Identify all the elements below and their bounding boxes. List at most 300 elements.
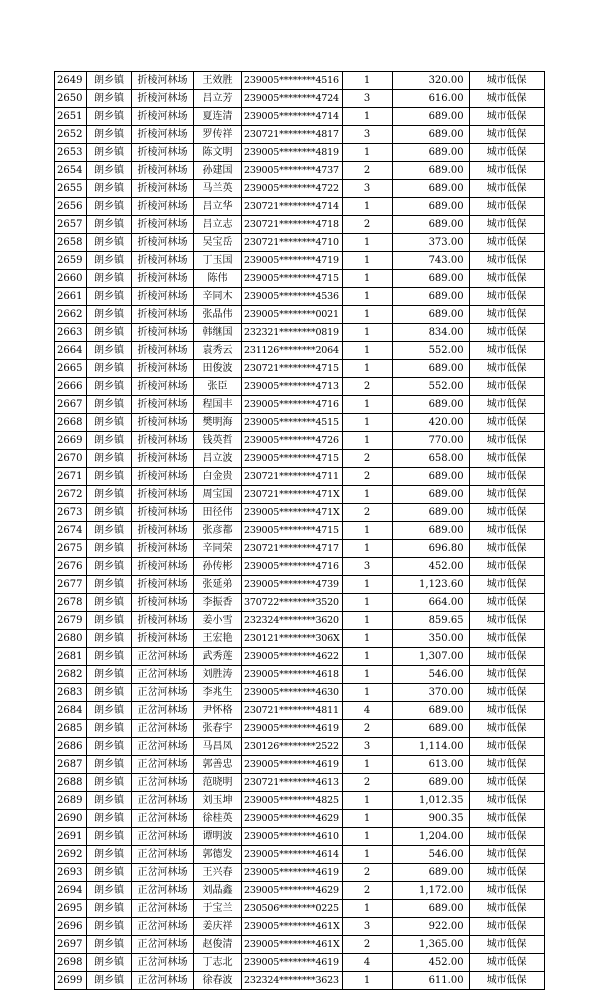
town-cell: 朗乡镇 [87, 198, 132, 216]
town-cell: 朗乡镇 [87, 738, 132, 756]
household-size: 1 [342, 576, 392, 594]
forest-farm-cell: 折棱河林场 [132, 108, 194, 126]
town-cell: 朗乡镇 [87, 828, 132, 846]
id-number: 230121********306X [242, 630, 343, 648]
household-size: 1 [342, 72, 392, 90]
benefit-amount: 689.00 [392, 720, 469, 738]
town-cell: 朗乡镇 [87, 306, 132, 324]
table-body [55, 72, 545, 990]
household-size: 1 [342, 144, 392, 162]
record-number: 2653 [55, 144, 87, 162]
town-cell: 朗乡镇 [87, 126, 132, 144]
benefit-amount: 1,172.00 [392, 882, 469, 900]
benefit-amount: 546.00 [392, 846, 469, 864]
table-row [55, 90, 545, 108]
household-size: 1 [342, 252, 392, 270]
benefit-type: 城市低保 [469, 702, 544, 720]
benefit-type: 城市低保 [469, 90, 544, 108]
recipient-name: 刘晶鑫 [194, 882, 242, 900]
id-number: 239005********4629 [242, 810, 343, 828]
benefit-amount: 743.00 [392, 252, 469, 270]
table-row [55, 918, 545, 936]
household-size: 1 [342, 756, 392, 774]
table-row [55, 612, 545, 630]
household-size: 3 [342, 558, 392, 576]
benefit-type: 城市低保 [469, 774, 544, 792]
benefit-amount: 452.00 [392, 954, 469, 972]
household-size: 1 [342, 198, 392, 216]
record-number: 2655 [55, 180, 87, 198]
town-cell: 朗乡镇 [87, 216, 132, 234]
table-row [55, 720, 545, 738]
id-number: 239005********4715 [242, 450, 343, 468]
forest-farm-cell: 正岔河林场 [132, 864, 194, 882]
benefit-type: 城市低保 [469, 216, 544, 234]
benefit-type: 城市低保 [469, 558, 544, 576]
benefit-type: 城市低保 [469, 630, 544, 648]
id-number: 239005********461X [242, 918, 343, 936]
table-row [55, 900, 545, 918]
id-number: 239005********0021 [242, 306, 343, 324]
record-number: 2674 [55, 522, 87, 540]
town-cell: 朗乡镇 [87, 396, 132, 414]
record-number: 2697 [55, 936, 87, 954]
benefit-type: 城市低保 [469, 252, 544, 270]
recipient-name: 王宏艳 [194, 630, 242, 648]
household-size: 3 [342, 738, 392, 756]
record-number: 2662 [55, 306, 87, 324]
forest-farm-cell: 正岔河林场 [132, 828, 194, 846]
household-size: 1 [342, 486, 392, 504]
household-size: 1 [342, 630, 392, 648]
table-row [55, 558, 545, 576]
household-size: 1 [342, 540, 392, 558]
recipient-name: 钱英哲 [194, 432, 242, 450]
benefit-amount: 689.00 [392, 486, 469, 504]
record-number: 2665 [55, 360, 87, 378]
table-row [55, 468, 545, 486]
forest-farm-cell: 正岔河林场 [132, 774, 194, 792]
id-number: 239005********4515 [242, 414, 343, 432]
id-number: 239005********4722 [242, 180, 343, 198]
benefit-type: 城市低保 [469, 882, 544, 900]
id-number: 239005********4819 [242, 144, 343, 162]
benefit-amount: 452.00 [392, 558, 469, 576]
benefit-amount: 420.00 [392, 414, 469, 432]
benefit-amount: 664.00 [392, 594, 469, 612]
forest-farm-cell: 折棱河林场 [132, 594, 194, 612]
benefit-type: 城市低保 [469, 684, 544, 702]
benefit-amount: 616.00 [392, 90, 469, 108]
forest-farm-cell: 正岔河林场 [132, 936, 194, 954]
recipient-name: 白金贵 [194, 468, 242, 486]
benefit-type: 城市低保 [469, 306, 544, 324]
id-number: 239005********461X [242, 936, 343, 954]
household-size: 1 [342, 846, 392, 864]
forest-farm-cell: 折棱河林场 [132, 90, 194, 108]
benefit-type: 城市低保 [469, 648, 544, 666]
forest-farm-cell: 折棱河林场 [132, 126, 194, 144]
forest-farm-cell: 正岔河林场 [132, 954, 194, 972]
table-row [55, 396, 545, 414]
benefit-amount: 922.00 [392, 918, 469, 936]
id-number: 239005********4724 [242, 90, 343, 108]
forest-farm-cell: 折棱河林场 [132, 504, 194, 522]
recipient-name: 刘玉坤 [194, 792, 242, 810]
benefit-amount: 689.00 [392, 126, 469, 144]
forest-farm-cell: 正岔河林场 [132, 900, 194, 918]
table-row [55, 252, 545, 270]
recipient-name: 陈伟 [194, 270, 242, 288]
record-number: 2651 [55, 108, 87, 126]
table-row [55, 270, 545, 288]
benefit-type: 城市低保 [469, 162, 544, 180]
record-number: 2671 [55, 468, 87, 486]
forest-farm-cell: 折棱河林场 [132, 216, 194, 234]
table-row [55, 828, 545, 846]
record-number: 2678 [55, 594, 87, 612]
town-cell: 朗乡镇 [87, 504, 132, 522]
household-size: 4 [342, 702, 392, 720]
id-number: 230721********471X [242, 486, 343, 504]
household-size: 2 [342, 162, 392, 180]
record-number: 2667 [55, 396, 87, 414]
benefit-amount: 1,114.00 [392, 738, 469, 756]
town-cell: 朗乡镇 [87, 90, 132, 108]
recipient-name: 袁秀云 [194, 342, 242, 360]
household-size: 2 [342, 468, 392, 486]
recipient-name: 马兰英 [194, 180, 242, 198]
forest-farm-cell: 折棱河林场 [132, 468, 194, 486]
recipient-name: 尹怀格 [194, 702, 242, 720]
table-row [55, 288, 545, 306]
benefit-amount: 370.00 [392, 684, 469, 702]
benefit-amount: 834.00 [392, 324, 469, 342]
household-size: 2 [342, 378, 392, 396]
record-number: 2659 [55, 252, 87, 270]
table-row [55, 324, 545, 342]
benefit-type: 城市低保 [469, 108, 544, 126]
recipient-name: 吕立波 [194, 450, 242, 468]
forest-farm-cell: 折棱河林场 [132, 252, 194, 270]
recipient-name: 张彦都 [194, 522, 242, 540]
benefit-type: 城市低保 [469, 144, 544, 162]
table-row [55, 216, 545, 234]
record-number: 2695 [55, 900, 87, 918]
recipient-name: 张晶伟 [194, 306, 242, 324]
recipient-name: 武秀莲 [194, 648, 242, 666]
id-number: 239005********4619 [242, 756, 343, 774]
id-number: 239005********4619 [242, 954, 343, 972]
table-row [55, 522, 545, 540]
benefit-type: 城市低保 [469, 198, 544, 216]
recipient-name: 徐春波 [194, 972, 242, 990]
town-cell: 朗乡镇 [87, 954, 132, 972]
benefit-type: 城市低保 [469, 324, 544, 342]
benefit-amount: 770.00 [392, 432, 469, 450]
recipient-name: 辛同木 [194, 288, 242, 306]
table-row [55, 234, 545, 252]
recipient-name: 姜庆祥 [194, 918, 242, 936]
id-number: 239005********4610 [242, 828, 343, 846]
table-row [55, 378, 545, 396]
benefit-amount: 689.00 [392, 144, 469, 162]
table-row [55, 162, 545, 180]
town-cell: 朗乡镇 [87, 378, 132, 396]
id-number: 230721********4811 [242, 702, 343, 720]
benefit-type: 城市低保 [469, 72, 544, 90]
id-number: 239005********4629 [242, 882, 343, 900]
benefit-type: 城市低保 [469, 720, 544, 738]
forest-farm-cell: 折棱河林场 [132, 432, 194, 450]
household-size: 1 [342, 396, 392, 414]
benefit-type: 城市低保 [469, 756, 544, 774]
benefit-amount: 689.00 [392, 522, 469, 540]
town-cell: 朗乡镇 [87, 180, 132, 198]
table-row [55, 504, 545, 522]
household-size: 1 [342, 324, 392, 342]
table-row [55, 108, 545, 126]
benefit-amount: 611.00 [392, 972, 469, 990]
id-number: 239005********4516 [242, 72, 343, 90]
id-number: 230721********4717 [242, 540, 343, 558]
table-row [55, 306, 545, 324]
record-number: 2692 [55, 846, 87, 864]
recipient-name: 吕立华 [194, 198, 242, 216]
table-row [55, 702, 545, 720]
id-number: 239005********4715 [242, 522, 343, 540]
benefit-amount: 546.00 [392, 666, 469, 684]
recipient-name: 丁志北 [194, 954, 242, 972]
household-size: 1 [342, 792, 392, 810]
recipient-name: 吕立志 [194, 216, 242, 234]
record-number: 2677 [55, 576, 87, 594]
record-number: 2685 [55, 720, 87, 738]
id-number: 239005********4825 [242, 792, 343, 810]
benefit-amount: 373.00 [392, 234, 469, 252]
record-number: 2673 [55, 504, 87, 522]
household-size: 1 [342, 900, 392, 918]
table-row [55, 180, 545, 198]
id-number: 370722********3520 [242, 594, 343, 612]
relief-roster-table [54, 71, 545, 990]
town-cell: 朗乡镇 [87, 432, 132, 450]
town-cell: 朗乡镇 [87, 414, 132, 432]
town-cell: 朗乡镇 [87, 648, 132, 666]
town-cell: 朗乡镇 [87, 756, 132, 774]
table-row [55, 864, 545, 882]
record-number: 2675 [55, 540, 87, 558]
forest-farm-cell: 正岔河林场 [132, 810, 194, 828]
household-size: 2 [342, 504, 392, 522]
forest-farm-cell: 正岔河林场 [132, 882, 194, 900]
household-size: 1 [342, 234, 392, 252]
household-size: 2 [342, 774, 392, 792]
forest-farm-cell: 折棱河林场 [132, 522, 194, 540]
id-number: 239005********4619 [242, 864, 343, 882]
record-number: 2696 [55, 918, 87, 936]
recipient-name: 张延弟 [194, 576, 242, 594]
household-size: 1 [342, 288, 392, 306]
forest-farm-cell: 正岔河林场 [132, 720, 194, 738]
record-number: 2691 [55, 828, 87, 846]
benefit-amount: 613.00 [392, 756, 469, 774]
record-number: 2686 [55, 738, 87, 756]
town-cell: 朗乡镇 [87, 540, 132, 558]
benefit-amount: 689.00 [392, 468, 469, 486]
table-row [55, 630, 545, 648]
id-number: 239005********4715 [242, 270, 343, 288]
id-number: 230721********4715 [242, 360, 343, 378]
benefit-amount: 859.65 [392, 612, 469, 630]
table-row [55, 936, 545, 954]
recipient-name: 吕立芳 [194, 90, 242, 108]
id-number: 239005********4716 [242, 396, 343, 414]
table-row [55, 144, 545, 162]
benefit-type: 城市低保 [469, 270, 544, 288]
record-number: 2660 [55, 270, 87, 288]
benefit-type: 城市低保 [469, 378, 544, 396]
table-row [55, 576, 545, 594]
record-number: 2680 [55, 630, 87, 648]
id-number: 232324********3620 [242, 612, 343, 630]
benefit-amount: 689.00 [392, 162, 469, 180]
forest-farm-cell: 折棱河林场 [132, 342, 194, 360]
recipient-name: 郭善忠 [194, 756, 242, 774]
town-cell: 朗乡镇 [87, 810, 132, 828]
forest-farm-cell: 折棱河林场 [132, 378, 194, 396]
recipient-name: 罗传祥 [194, 126, 242, 144]
id-number: 239005********4739 [242, 576, 343, 594]
recipient-name: 马昌凤 [194, 738, 242, 756]
forest-farm-cell: 折棱河林场 [132, 270, 194, 288]
record-number: 2688 [55, 774, 87, 792]
recipient-name: 田径伟 [194, 504, 242, 522]
town-cell: 朗乡镇 [87, 486, 132, 504]
table-row [55, 972, 545, 990]
town-cell: 朗乡镇 [87, 684, 132, 702]
record-number: 2668 [55, 414, 87, 432]
benefit-type: 城市低保 [469, 576, 544, 594]
benefit-type: 城市低保 [469, 522, 544, 540]
id-number: 230721********4714 [242, 198, 343, 216]
id-number: 239005********4536 [242, 288, 343, 306]
record-number: 2676 [55, 558, 87, 576]
benefit-type: 城市低保 [469, 666, 544, 684]
record-number: 2699 [55, 972, 87, 990]
household-size: 1 [342, 108, 392, 126]
benefit-type: 城市低保 [469, 936, 544, 954]
town-cell: 朗乡镇 [87, 342, 132, 360]
forest-farm-cell: 折棱河林场 [132, 180, 194, 198]
forest-farm-cell: 折棱河林场 [132, 198, 194, 216]
benefit-amount: 1,307.00 [392, 648, 469, 666]
benefit-type: 城市低保 [469, 414, 544, 432]
record-number: 2658 [55, 234, 87, 252]
table-row [55, 198, 545, 216]
table-row [55, 756, 545, 774]
town-cell: 朗乡镇 [87, 72, 132, 90]
id-number: 230721********4817 [242, 126, 343, 144]
benefit-type: 城市低保 [469, 738, 544, 756]
recipient-name: 田俊波 [194, 360, 242, 378]
benefit-amount: 1,204.00 [392, 828, 469, 846]
recipient-name: 丁玉国 [194, 252, 242, 270]
recipient-name: 韩继国 [194, 324, 242, 342]
benefit-amount: 320.00 [392, 72, 469, 90]
benefit-type: 城市低保 [469, 468, 544, 486]
recipient-name: 周宝国 [194, 486, 242, 504]
id-number: 239005********4726 [242, 432, 343, 450]
id-number: 239005********4622 [242, 648, 343, 666]
record-number: 2652 [55, 126, 87, 144]
id-number: 239005********4716 [242, 558, 343, 576]
recipient-name: 范晓明 [194, 774, 242, 792]
benefit-amount: 689.00 [392, 306, 469, 324]
benefit-type: 城市低保 [469, 954, 544, 972]
benefit-type: 城市低保 [469, 342, 544, 360]
benefit-amount: 689.00 [392, 396, 469, 414]
record-number: 2656 [55, 198, 87, 216]
forest-farm-cell: 折棱河林场 [132, 234, 194, 252]
recipient-name: 姜小雪 [194, 612, 242, 630]
record-number: 2669 [55, 432, 87, 450]
benefit-type: 城市低保 [469, 540, 544, 558]
recipient-name: 赵俊清 [194, 936, 242, 954]
forest-farm-cell: 折棱河林场 [132, 486, 194, 504]
id-number: 230721********4710 [242, 234, 343, 252]
table-row [55, 792, 545, 810]
town-cell: 朗乡镇 [87, 270, 132, 288]
town-cell: 朗乡镇 [87, 936, 132, 954]
household-size: 2 [342, 450, 392, 468]
household-size: 3 [342, 918, 392, 936]
town-cell: 朗乡镇 [87, 450, 132, 468]
town-cell: 朗乡镇 [87, 162, 132, 180]
id-number: 239005********4713 [242, 378, 343, 396]
benefit-type: 城市低保 [469, 450, 544, 468]
table-row [55, 738, 545, 756]
recipient-name: 程国丰 [194, 396, 242, 414]
recipient-name: 夏连清 [194, 108, 242, 126]
household-size: 2 [342, 882, 392, 900]
town-cell: 朗乡镇 [87, 612, 132, 630]
table-row [55, 882, 545, 900]
forest-farm-cell: 折棱河林场 [132, 396, 194, 414]
benefit-type: 城市低保 [469, 846, 544, 864]
record-number: 2687 [55, 756, 87, 774]
benefit-type: 城市低保 [469, 972, 544, 990]
household-size: 4 [342, 954, 392, 972]
benefit-amount: 689.00 [392, 774, 469, 792]
town-cell: 朗乡镇 [87, 630, 132, 648]
record-number: 2650 [55, 90, 87, 108]
benefit-type: 城市低保 [469, 360, 544, 378]
table-row [55, 486, 545, 504]
forest-farm-cell: 折棱河林场 [132, 414, 194, 432]
id-number: 239005********4614 [242, 846, 343, 864]
household-size: 1 [342, 810, 392, 828]
id-number: 239005********4618 [242, 666, 343, 684]
table-row [55, 684, 545, 702]
forest-farm-cell: 正岔河林场 [132, 684, 194, 702]
town-cell: 朗乡镇 [87, 918, 132, 936]
household-size: 1 [342, 612, 392, 630]
forest-farm-cell: 正岔河林场 [132, 972, 194, 990]
town-cell: 朗乡镇 [87, 576, 132, 594]
town-cell: 朗乡镇 [87, 360, 132, 378]
town-cell: 朗乡镇 [87, 846, 132, 864]
